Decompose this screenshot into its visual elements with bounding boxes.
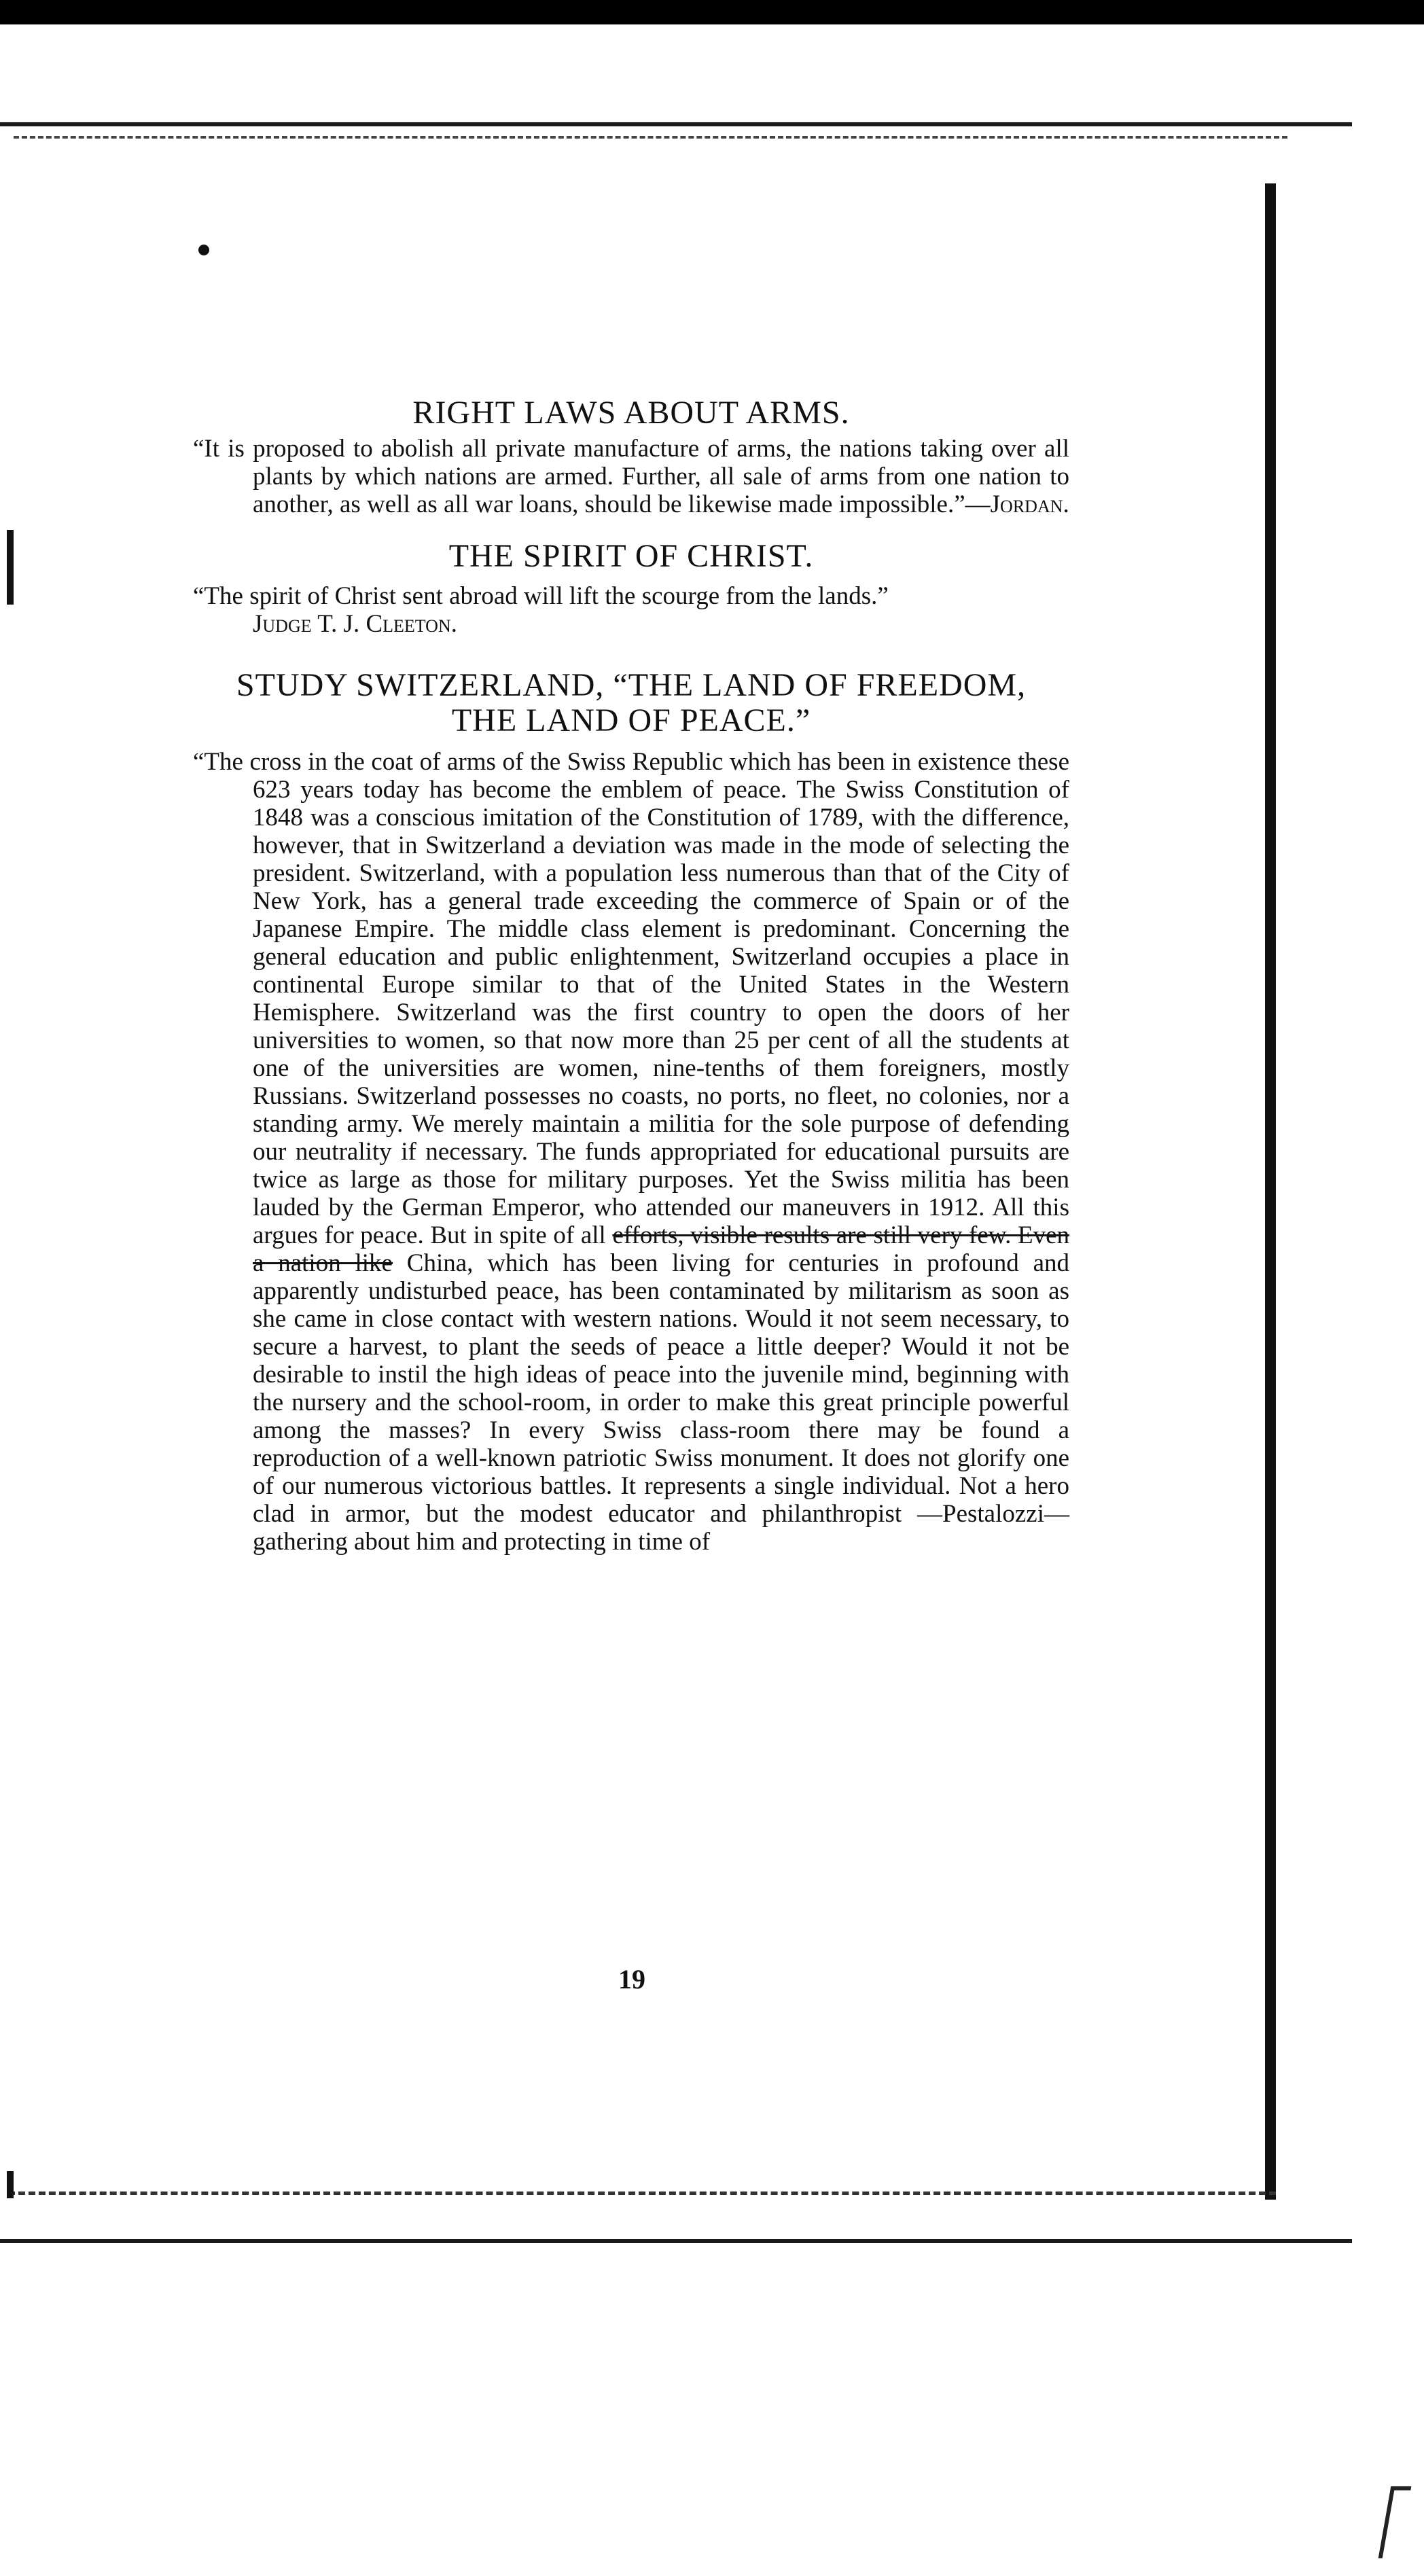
section-heading-arms: RIGHT LAWS ABOUT ARMS. [412, 395, 850, 431]
heading-line: STUDY SWITZERLAND, “THE LAND OF FREEDOM, [236, 667, 1027, 703]
corner-mark [1378, 2486, 1412, 2558]
quote-text: “The spirit of Christ sent abroad will lift the scourge from the lands.” [193, 582, 889, 610]
quote-text: China, which has been living for centuries in profound and apparently undisturbed peace, has been contaminated by militarism as soon as she came in close contact with western nations. Would it not seem necessary, to secure a harvest, to plant the seeds of peace a little deeper? Would it not be desirable to instil the high ideas of peace into the juvenile mind, beginning with the nursery and the school-room, in order to make this great principle powerful among the masses? In every Swiss class-room there may be found a reproduction of a well-known patriotic Swiss monument. It does not glorify one of our numerous victorious battles. It represents a single individual. Not a hero clad in armor, but the modest educator and philanthropist —Pestalozzi—gathering about him and protecting in time of [253, 1249, 1070, 1556]
page-top-edge [0, 122, 1352, 126]
binding-mark [7, 2171, 14, 2198]
page-right-border [1265, 183, 1276, 2200]
heading-line: THE LAND OF PEACE.” [451, 702, 811, 738]
section-heading-switzerland [193, 668, 1069, 738]
quote-arms [193, 435, 1069, 518]
ink-dot [198, 245, 209, 255]
section-heading-christ: THE SPIRIT OF CHRIST. [448, 538, 814, 574]
page-bottom-rule [8, 2192, 1276, 2198]
page-content [193, 394, 1069, 1556]
quote-text: “It is proposed to abolish all private manufacture of arms, the nations taking over all plants by which nations are armed. Further, all sale of arms from one nation to another, as well as all war loans, should be likewise made impossible.”— [193, 435, 1069, 518]
page-bottom-edge [0, 2239, 1352, 2243]
quote-author: Judge T. J. Cleeton. [253, 610, 457, 638]
binding-mark [7, 530, 14, 605]
scan-top-border [0, 0, 1424, 24]
quote-christ [193, 582, 1069, 638]
struck-text: efforts, visible results are still very few. Even a nation like [253, 1221, 1070, 1277]
quote-text: “The cross in the coat of arms of the Swiss Republic which has been in existence these 623 years today has become the emblem of peace. The Swiss Constitution of 1848 was a conscious imitation of the Constitution of 1789, with the difference, however, that in Switzerland a deviation was made in the mode of selecting the president. Switzerland, with a population less numerous than that of the City of New York, has a general trade exceeding the commerce of Spain or of the Japanese Empire. The middle class element is predominant. Concerning the general education and public enlightenment, Switzerland occupies a place in continental Europe similar to that of the United States in the Western Hemisphere. Switzerland was the first country to open the doors of her universities to women, so that now more than 25 per cent of all the students at one of the universities are women, nine-tenths of them foreigners, mostly Russians. Switzerland possesses no coasts, no ports, no fleet, no colonies, nor a standing army. We merely maintain a militia for the sole purpose of defending our neutrality if necessary. The funds appropriated for educational pursuits are twice as large as those for military purposes. Yet the Swiss militia has been lauded by the German Emperor, who attended our maneuvers in 1912. All this argues for peace. But in spite of all [193, 748, 1069, 1249]
page-number: 19 [618, 1964, 645, 1994]
quote-author: Jordan. [990, 490, 1069, 518]
quote-switzerland [193, 748, 1069, 1556]
